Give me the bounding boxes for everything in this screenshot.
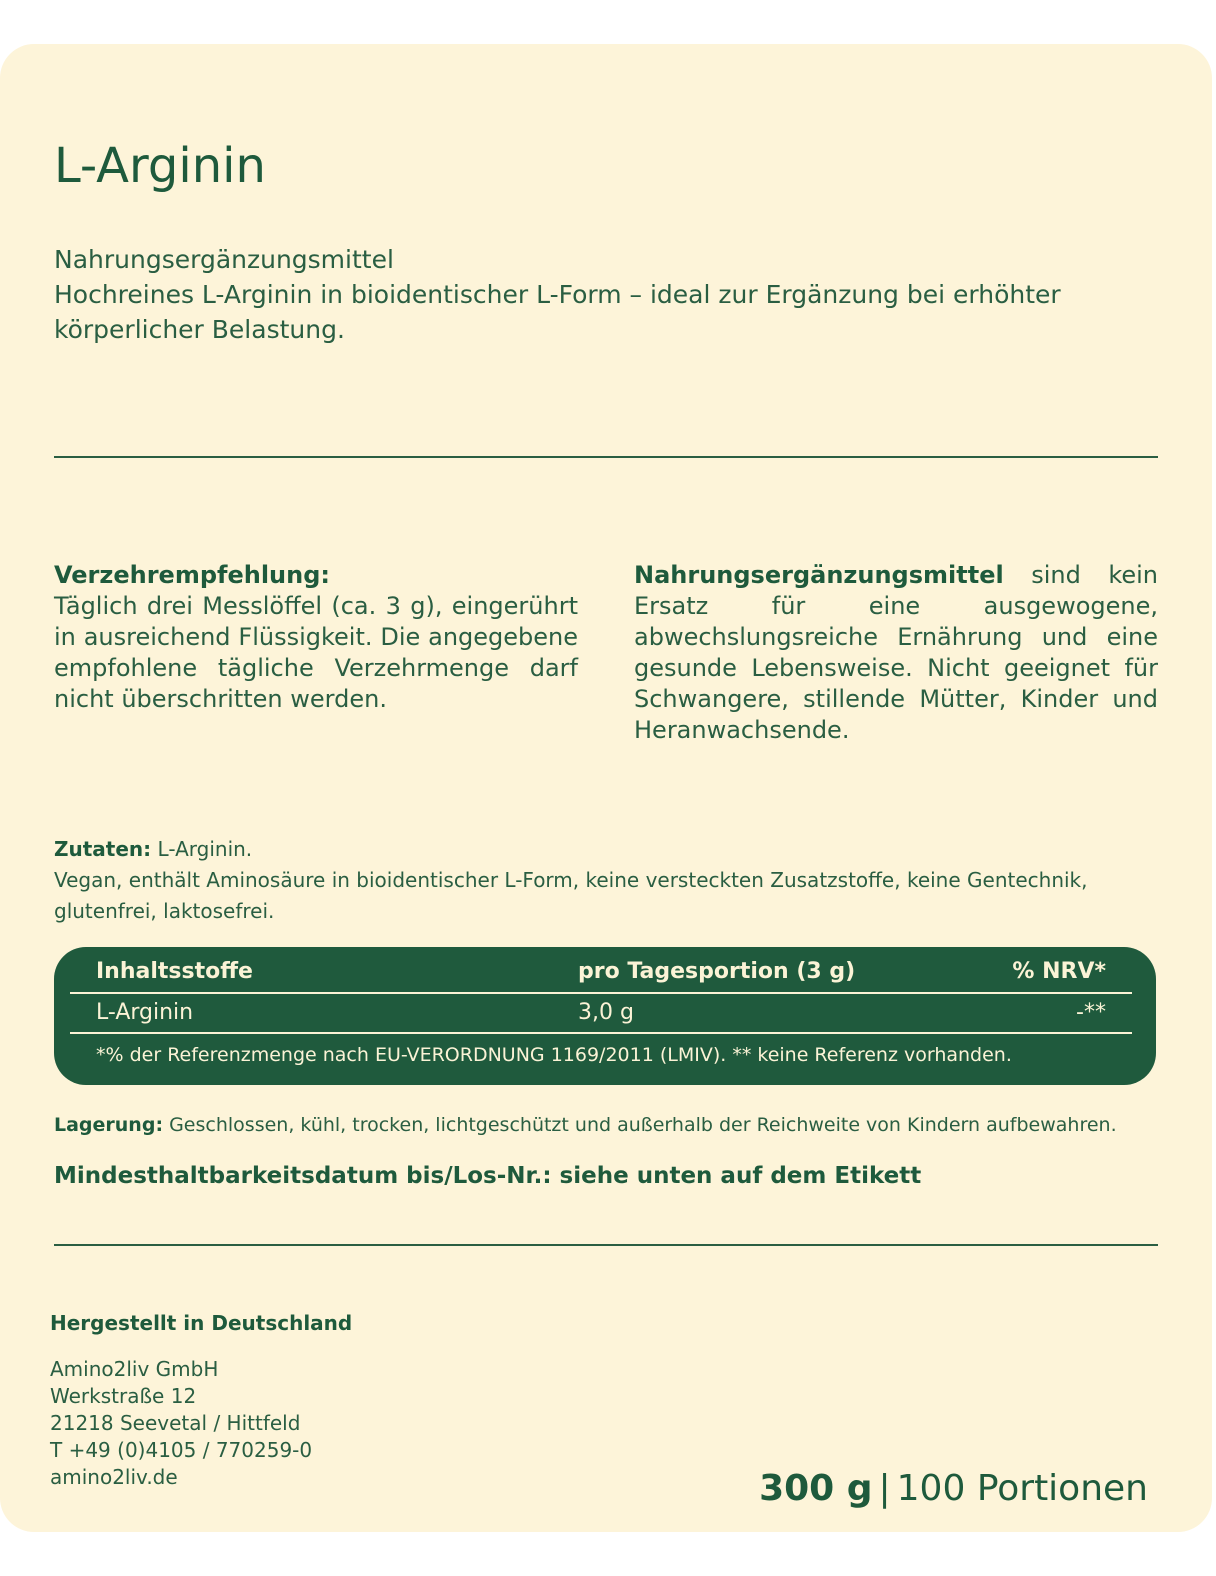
product-label xyxy=(0,44,1212,1532)
recommendation-heading: Verzehrempfehlung: xyxy=(54,561,330,589)
ingredients-block xyxy=(54,834,1158,927)
best-before-note: Mindesthaltbarkeitsdatum bis/Los-Nr.: siehe unten auf dem Etikett xyxy=(54,1163,922,1189)
recommendation-text: Täglich drei Messlöffel (ca. 3 g), eingerührt in ausreichend Flüssigkeit. Die angegebene empfohlene tägliche Verzehrmenge darf nicht überschritten werden. xyxy=(54,592,578,713)
product-description-line2: körperlicher Belastung. xyxy=(54,315,345,344)
divider-bottom xyxy=(54,1244,1158,1246)
divider-top xyxy=(54,456,1158,458)
product-title: L-Arginin xyxy=(54,138,266,194)
product-category: Nahrungsergänzungsmittel xyxy=(54,245,394,274)
storage-label: Lagerung: xyxy=(54,1114,164,1136)
manufacturer-city: 21218 Seevetal / Hittfeld xyxy=(50,1411,301,1435)
table-header-ingredient: Inhaltsstoffe xyxy=(96,959,253,984)
ingredients-value: L-Arginin. xyxy=(151,837,253,861)
storage-block xyxy=(54,1110,1117,1140)
table-footnote: *% der Referenzmenge nach EU-VERORDNUNG 1169/2011 (LMIV). ** keine Referenz vorhanden. xyxy=(96,1044,1012,1066)
manufacturer-street: Werkstraße 12 xyxy=(50,1384,197,1408)
table-divider-footer xyxy=(70,1032,1132,1034)
storage-text: Geschlossen, kühl, trocken, lichtgeschützt und außerhalb der Reichweite von Kindern aufbewahren. xyxy=(163,1114,1117,1136)
nutrition-table xyxy=(54,947,1156,1085)
manufacturer-company: Amino2liv GmbH xyxy=(50,1357,219,1381)
table-cell-amount: 3,0 g xyxy=(578,1000,634,1025)
table-cell-nrv: -** xyxy=(1076,1000,1106,1025)
warning-text: sind kein Ersatz für eine ausgewogene, abwechslungsreiche Ernährung und eine gesunde Lebensweise. Nicht geeignet für Schwangere, stillende Mütter, Kinder und Heranwachsende. xyxy=(634,561,1158,744)
ingredients-notes: Vegan, enthält Aminosäure in bioidentischer L-Form, keine versteckten Zusatzstoffe, keine Gentechnik, glutenfrei, laktosefrei. xyxy=(54,868,1088,923)
table-cell-name: L-Arginin xyxy=(96,1000,194,1025)
made-in-germany: Hergestellt in Deutschland xyxy=(50,1311,353,1335)
package-portions: 100 Portionen xyxy=(896,1468,1148,1509)
package-weight: 300 g xyxy=(759,1468,873,1509)
warning-heading: Nahrungsergänzungsmittel xyxy=(634,561,1004,589)
table-header-amount: pro Tagesportion (3 g) xyxy=(578,959,856,984)
ingredients-label: Zutaten: xyxy=(54,837,152,861)
manufacturer-website: amino2liv.de xyxy=(50,1465,178,1489)
warning-block xyxy=(634,560,1158,746)
table-header-nrv: % NRV* xyxy=(1012,959,1106,984)
package-separator: | xyxy=(878,1468,891,1509)
table-divider-header xyxy=(70,992,1132,994)
manufacturer-address xyxy=(50,1356,312,1491)
manufacturer-phone: T +49 (0)4105 / 770259-0 xyxy=(50,1438,313,1462)
product-description-line1: Hochreines L-Arginin in bioidentischer L-Form – ideal zur Ergänzung bei erhöhter xyxy=(54,280,1061,309)
product-intro xyxy=(54,242,1154,347)
package-info xyxy=(759,1464,1148,1514)
recommendation-block xyxy=(54,560,578,715)
